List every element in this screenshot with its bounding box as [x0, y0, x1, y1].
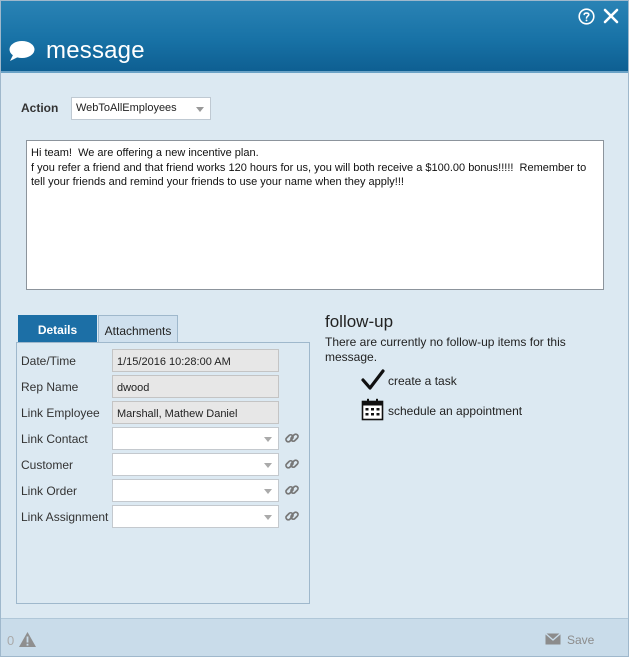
- datetime-field: [112, 349, 279, 372]
- tab-attachments-label: Attachments: [104, 324, 172, 338]
- envelope-icon[interactable]: [545, 633, 561, 645]
- footer-bar: [1, 618, 628, 657]
- datetime-label: Date/Time: [21, 354, 76, 368]
- save-button[interactable]: Save: [567, 633, 595, 647]
- link-contact-label: Link Contact: [21, 432, 88, 446]
- customer-dropdown[interactable]: [112, 453, 279, 476]
- chevron-down-icon: [264, 437, 272, 442]
- follow-up-title: follow-up: [325, 312, 394, 331]
- warning-count: 0: [7, 633, 15, 648]
- chevron-down-icon: [264, 515, 272, 520]
- message-line: Hi team! We are offering a new incentive plan.: [31, 147, 259, 159]
- customer-label: Customer: [21, 458, 74, 472]
- rep-name-field: [112, 375, 279, 398]
- link-chain-icon[interactable]: [284, 430, 300, 446]
- schedule-appointment-link[interactable]: schedule an appointment: [388, 404, 523, 418]
- warning-icon[interactable]: [18, 631, 37, 648]
- action-label: Action: [21, 101, 59, 115]
- link-chain-icon[interactable]: [284, 508, 300, 524]
- rep-name-label: Rep Name: [21, 380, 79, 394]
- link-assignment-dropdown[interactable]: [112, 505, 279, 528]
- checkmark-icon[interactable]: [361, 369, 385, 391]
- tab-attachments[interactable]: [98, 315, 178, 343]
- chevron-down-icon: [264, 489, 272, 494]
- window-header: [1, 1, 628, 73]
- tab-details-label: Details: [37, 323, 78, 337]
- link-order-dropdown[interactable]: [112, 479, 279, 502]
- action-select[interactable]: [71, 97, 211, 120]
- tab-details[interactable]: [18, 315, 97, 343]
- follow-up-empty-message: There are currently no follow-up items for this message.: [325, 335, 566, 364]
- link-assignment-label: Link Assignment: [21, 510, 109, 524]
- help-icon[interactable]: [578, 8, 595, 25]
- window-title: message: [46, 37, 145, 64]
- link-order-label: Link Order: [21, 484, 78, 498]
- link-contact-dropdown[interactable]: [112, 427, 279, 450]
- action-select-value: WebToAllEmployees: [76, 102, 177, 114]
- create-task-link[interactable]: create a task: [388, 374, 457, 388]
- message-line: f you refer a friend and that friend works 120 hours for us, you will both receive a $100.00 bonus!!!!! Remember to tell your friends and remind your friends to use your name when they apply!!!: [31, 161, 590, 188]
- chevron-down-icon: [264, 463, 272, 468]
- close-icon[interactable]: [603, 8, 619, 24]
- speech-bubble-icon: [8, 40, 36, 62]
- chevron-down-icon: [196, 107, 204, 112]
- link-employee-value: Marshall, Mathew Daniel: [117, 408, 238, 420]
- datetime-value: 1/15/2016 10:28:00 AM: [117, 356, 231, 368]
- calendar-icon[interactable]: [361, 398, 384, 421]
- link-employee-label: Link Employee: [21, 406, 100, 420]
- link-employee-field: [112, 401, 279, 424]
- message-body-textarea[interactable]: [26, 140, 604, 290]
- rep-name-value: dwood: [117, 382, 150, 394]
- link-chain-icon[interactable]: [284, 482, 300, 498]
- link-chain-icon[interactable]: [284, 456, 300, 472]
